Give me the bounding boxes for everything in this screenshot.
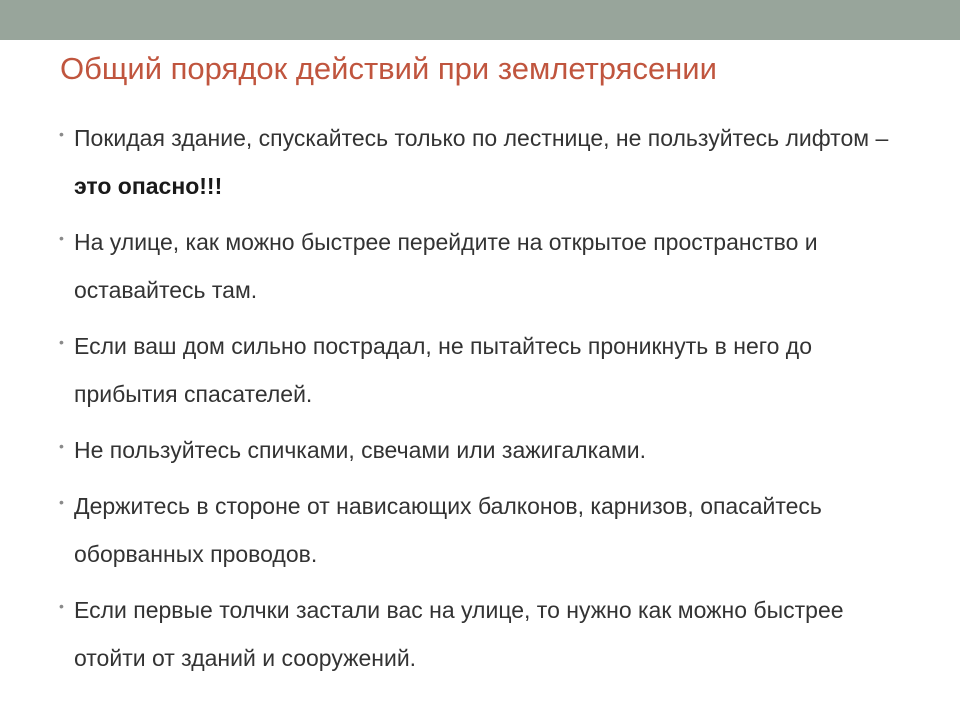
bullet-item — [58, 218, 908, 314]
top-accent-bar — [0, 0, 960, 40]
bullet-item — [58, 114, 908, 210]
bullet-item — [58, 322, 908, 418]
bullet-text: Держитесь в стороне от нависающих балконов, карнизов, опасайтесь оборванных проводов. — [74, 493, 822, 567]
slide-title: Общий порядок действий при землетрясении — [60, 51, 717, 86]
bullet-text: Если ваш дом сильно пострадал, не пытайтесь проникнуть в него до прибытия спасателей. — [74, 333, 813, 407]
bullet-dot-icon: • — [59, 598, 64, 614]
bullet-text: Покидая здание, спускайтесь только по лестнице, не пользуйтесь лифтом – — [74, 125, 889, 151]
bullet-emphasis: это опасно!!! — [74, 173, 223, 199]
bullet-text: На улице, как можно быстрее перейдите на открытое пространство и оставайтесь там. — [74, 229, 818, 303]
bullet-dot-icon: • — [59, 438, 64, 454]
bullet-item — [58, 426, 908, 474]
bullet-dot-icon: • — [59, 334, 64, 350]
bullet-list — [58, 114, 908, 690]
bullet-dot-icon: • — [59, 494, 64, 510]
bullet-dot-icon: • — [59, 126, 64, 142]
bullet-item — [58, 482, 908, 578]
bullet-text: Если первые толчки застали вас на улице, то нужно как можно быстрее отойти от зданий и сооружений. — [74, 597, 844, 671]
bullet-text: Не пользуйтесь спичками, свечами или зажигалками. — [74, 437, 646, 463]
bullet-item — [58, 586, 908, 682]
bullet-dot-icon: • — [59, 230, 64, 246]
